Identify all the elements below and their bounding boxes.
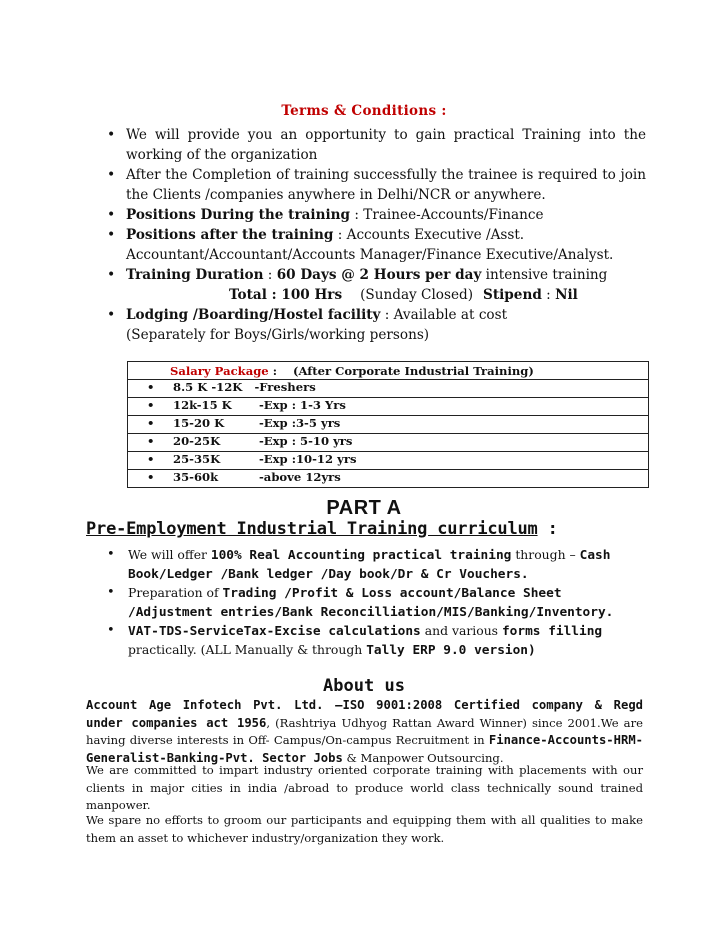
total-hours: Total : 100 Hrs: [229, 287, 343, 303]
salary-row: • 35-60k -above 12yrs: [128, 470, 649, 488]
curriculum-item-accounting: • We will offer 100% Real Accounting practical training through – Cash Book/Ledger /Bank ledger /Day book/Dr & Cr Vouchers.: [101, 546, 646, 584]
salary-row: • 25-35K -Exp :10-12 yrs: [128, 452, 649, 470]
part-a-heading: PART A: [326, 497, 402, 519]
bullet-icon: •: [147, 380, 155, 394]
salary-row: • 15-20 K -Exp :3-5 yrs: [128, 416, 649, 434]
salary-row: • 20-25K -Exp : 5-10 yrs: [128, 434, 649, 452]
about-paragraph-grooming: We spare no efforts to groom our participants and equipping them with all qualities to make them an asset to whichever industry/organization they work.: [86, 813, 643, 845]
terms-item-training-duration: • Training Duration : 60 Days @ 2 Hours per day intensive training Total : 100 Hrs (Sunday Closed) Stipend : Nil: [101, 265, 646, 305]
bullet-icon: •: [147, 452, 155, 466]
salary-package-label: Salary Package: [170, 363, 269, 378]
salary-note: (After Corporate Industrial Training): [293, 363, 534, 378]
curriculum-item-taxation: • VAT-TDS-ServiceTax-Excise calculations and various forms filling practically. (ALL Manually & through Tally ERP 9.0 version): [101, 622, 646, 660]
about-paragraph-company: Account Age Infotech Pvt. Ltd. –ISO 9001:2008 Certified company & Regd under companies act 1956, (Rashtriya Udhyog Rattan Award Winner) since 2001.We are having diverse interests in Off- Campus/On-campus Recruitment in Finance-Accounts-HRM-Generalist-Banking-Pvt. Sector Jobs & Manpower Outsourcing.: [86, 698, 643, 765]
curriculum-item-preparation: • Preparation of Trading /Profit & Loss account/Balance Sheet /Adjustment entries/Bank Reconcilliation/MIS/Banking/Inventory.: [101, 584, 646, 622]
salary-row: • 8.5 K -12K -Freshers: [128, 380, 649, 398]
curriculum-title: Pre-Employment Industrial Training curriculum :: [86, 519, 558, 539]
bullet-icon: •: [147, 398, 155, 412]
terms-title: Terms & Conditions :: [281, 103, 447, 119]
terms-item-placement: • After the Completion of training successfully the trainee is required to join the Clients /companies anywhere in Delhi/NCR or anywhere.: [101, 165, 646, 205]
bullet-icon: •: [147, 470, 155, 484]
salary-table: [127, 361, 649, 488]
terms-item-training-opportunity: • We will provide you an opportunity to gain practical Training into the working of the organization: [101, 125, 646, 165]
bullet-icon: •: [147, 416, 155, 430]
terms-list: [101, 125, 646, 345]
terms-item-lodging: • Lodging /Boarding/Hostel facility : Available at cost (Separately for Boys/Girls/working persons): [101, 305, 646, 345]
curriculum-list: [101, 546, 646, 660]
salary-row: • 12k-15 K -Exp : 1-3 Yrs: [128, 398, 649, 416]
about-us-heading: About us: [323, 676, 405, 696]
about-paragraph-commitment: We are committed to impart industry oriented corporate training with placements with our clients in major cities in india /abroad to produce world class technically sound trained manpower.: [86, 763, 643, 812]
salary-header-row: Salary Package : (After Corporate Industrial Training): [128, 362, 649, 380]
terms-item-positions-after: • Positions after the training : Accounts Executive /Asst. Accountant/Accountant/Accounts Manager/Finance Executive/Analyst.: [101, 225, 646, 265]
bullet-icon: •: [147, 434, 155, 448]
terms-item-positions-during: • Positions During the training : Trainee-Accounts/Finance: [101, 205, 646, 225]
stipend-value: Nil: [555, 287, 578, 303]
